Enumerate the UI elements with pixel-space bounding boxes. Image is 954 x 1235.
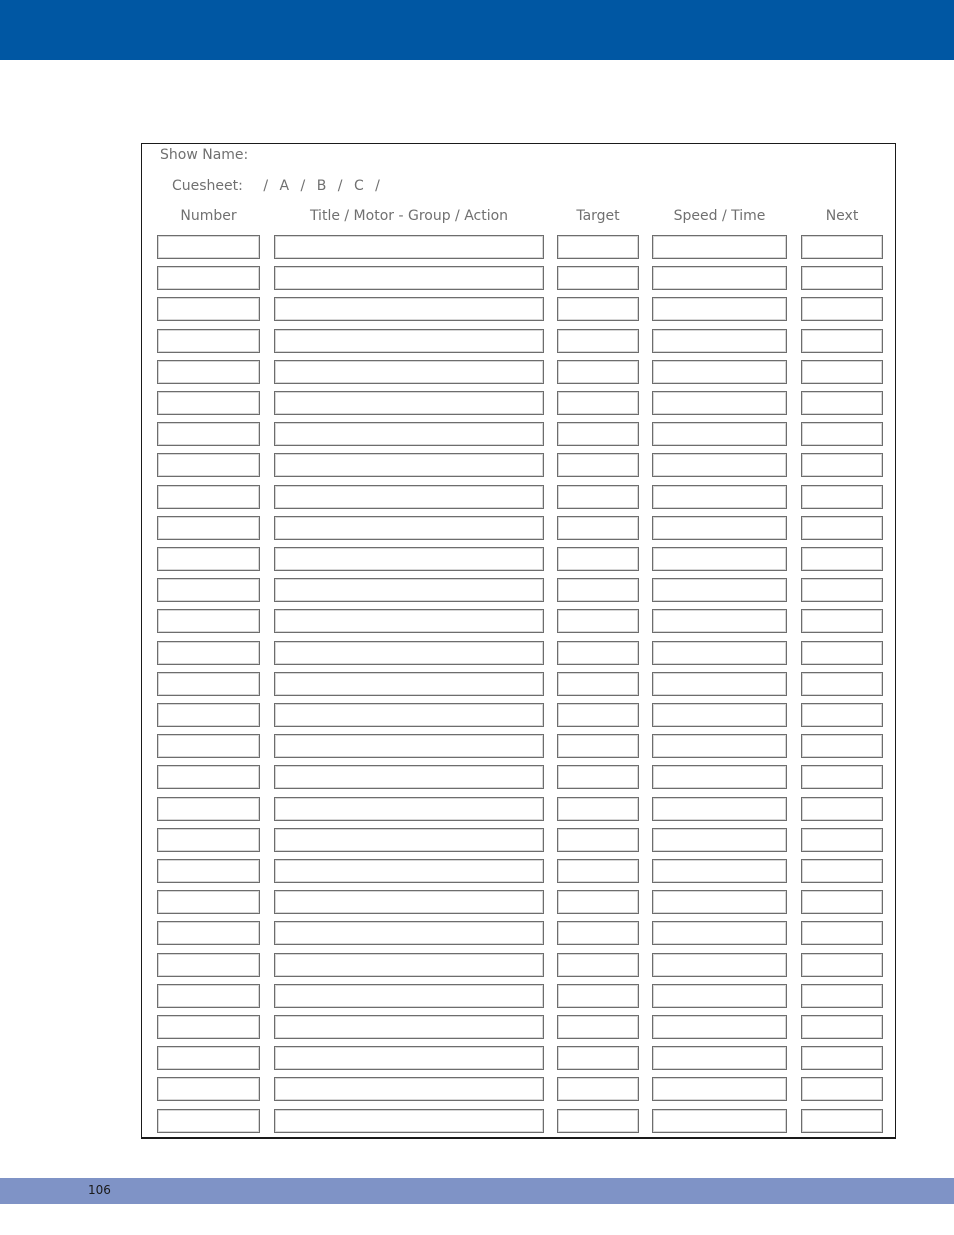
- next-cell[interactable]: [801, 422, 883, 446]
- title-cell[interactable]: [274, 641, 544, 665]
- target-cell[interactable]: [557, 547, 639, 571]
- number-cell[interactable]: [157, 547, 260, 571]
- number-cell[interactable]: [157, 1077, 260, 1101]
- target-cell[interactable]: [557, 859, 639, 883]
- next-cell[interactable]: [801, 765, 883, 789]
- title-cell[interactable]: [274, 984, 544, 1008]
- speed-time-cell[interactable]: [652, 297, 787, 321]
- target-cell[interactable]: [557, 453, 639, 477]
- title-cell[interactable]: [274, 797, 544, 821]
- target-cell[interactable]: [557, 1109, 639, 1133]
- title-cell[interactable]: [274, 859, 544, 883]
- target-cell[interactable]: [557, 828, 639, 852]
- title-cell[interactable]: [274, 734, 544, 758]
- number-cell[interactable]: [157, 797, 260, 821]
- next-cell[interactable]: [801, 453, 883, 477]
- target-cell[interactable]: [557, 953, 639, 977]
- speed-time-cell[interactable]: [652, 890, 787, 914]
- speed-time-cell[interactable]: [652, 235, 787, 259]
- cuesheet-label: Cuesheet:: [172, 178, 243, 194]
- speed-time-cell[interactable]: [652, 1015, 787, 1039]
- speed-time-cell[interactable]: [652, 984, 787, 1008]
- column-header-next: Next: [825, 208, 859, 224]
- speed-time-cell[interactable]: [652, 485, 787, 509]
- next-cell[interactable]: [801, 485, 883, 509]
- target-cell[interactable]: [557, 890, 639, 914]
- title-cell[interactable]: [274, 266, 544, 290]
- next-cell[interactable]: [801, 360, 883, 384]
- column-header-target: Target: [576, 208, 620, 224]
- speed-time-cell[interactable]: [652, 672, 787, 696]
- speed-time-cell[interactable]: [652, 360, 787, 384]
- speed-time-cell[interactable]: [652, 765, 787, 789]
- cuesheet-option-c: C: [353, 178, 364, 194]
- next-cell[interactable]: [801, 953, 883, 977]
- speed-time-cell[interactable]: [652, 1046, 787, 1070]
- target-cell[interactable]: [557, 485, 639, 509]
- next-cell[interactable]: [801, 578, 883, 602]
- next-cell[interactable]: [801, 609, 883, 633]
- speed-time-cell[interactable]: [652, 547, 787, 571]
- speed-time-cell[interactable]: [652, 703, 787, 727]
- number-cell[interactable]: [157, 516, 260, 540]
- target-cell[interactable]: [557, 329, 639, 353]
- cuesheet-form: [141, 143, 896, 1139]
- number-cell[interactable]: [157, 297, 260, 321]
- number-cell[interactable]: [157, 235, 260, 259]
- show-name-label: Show Name:: [160, 147, 249, 163]
- column-header-speed-time: Speed / Time: [673, 208, 766, 224]
- title-cell[interactable]: [274, 921, 544, 945]
- target-cell[interactable]: [557, 297, 639, 321]
- next-cell[interactable]: [801, 235, 883, 259]
- target-cell[interactable]: [557, 235, 639, 259]
- next-cell[interactable]: [801, 734, 883, 758]
- speed-time-cell[interactable]: [652, 859, 787, 883]
- target-cell[interactable]: [557, 1046, 639, 1070]
- speed-time-cell[interactable]: [652, 828, 787, 852]
- next-cell[interactable]: [801, 1109, 883, 1133]
- title-cell[interactable]: [274, 453, 544, 477]
- next-cell[interactable]: [801, 1015, 883, 1039]
- target-cell[interactable]: [557, 921, 639, 945]
- number-cell[interactable]: [157, 422, 260, 446]
- target-cell[interactable]: [557, 422, 639, 446]
- number-cell[interactable]: [157, 1109, 260, 1133]
- number-cell[interactable]: [157, 641, 260, 665]
- speed-time-cell[interactable]: [652, 921, 787, 945]
- number-cell[interactable]: [157, 453, 260, 477]
- speed-time-cell[interactable]: [652, 516, 787, 540]
- next-cell[interactable]: [801, 890, 883, 914]
- speed-time-cell[interactable]: [652, 266, 787, 290]
- target-cell[interactable]: [557, 984, 639, 1008]
- speed-time-cell[interactable]: [652, 391, 787, 415]
- next-cell[interactable]: [801, 266, 883, 290]
- number-cell[interactable]: [157, 734, 260, 758]
- title-cell[interactable]: [274, 578, 544, 602]
- header-bar: [0, 0, 954, 60]
- target-cell[interactable]: [557, 734, 639, 758]
- speed-time-cell[interactable]: [652, 734, 787, 758]
- number-cell[interactable]: [157, 266, 260, 290]
- title-cell[interactable]: [274, 329, 544, 353]
- title-cell[interactable]: [274, 703, 544, 727]
- title-cell[interactable]: [274, 391, 544, 415]
- target-cell[interactable]: [557, 516, 639, 540]
- column-header-number: Number: [180, 208, 237, 224]
- cuesheet-separator: /: [300, 178, 306, 194]
- number-cell[interactable]: [157, 672, 260, 696]
- next-cell[interactable]: [801, 297, 883, 321]
- next-cell[interactable]: [801, 703, 883, 727]
- next-cell[interactable]: [801, 641, 883, 665]
- speed-time-cell[interactable]: [652, 453, 787, 477]
- footer-bar: [0, 1178, 954, 1204]
- next-cell[interactable]: [801, 391, 883, 415]
- title-cell[interactable]: [274, 672, 544, 696]
- target-cell[interactable]: [557, 609, 639, 633]
- speed-time-cell[interactable]: [652, 1077, 787, 1101]
- number-cell[interactable]: [157, 921, 260, 945]
- title-cell[interactable]: [274, 828, 544, 852]
- next-cell[interactable]: [801, 797, 883, 821]
- title-cell[interactable]: [274, 953, 544, 977]
- next-cell[interactable]: [801, 516, 883, 540]
- next-cell[interactable]: [801, 1046, 883, 1070]
- speed-time-cell[interactable]: [652, 578, 787, 602]
- title-cell[interactable]: [274, 890, 544, 914]
- column-header-title: Title / Motor - Group / Action: [309, 208, 509, 224]
- next-cell[interactable]: [801, 921, 883, 945]
- title-cell[interactable]: [274, 360, 544, 384]
- target-cell[interactable]: [557, 672, 639, 696]
- next-cell[interactable]: [801, 547, 883, 571]
- title-cell[interactable]: [274, 1015, 544, 1039]
- title-cell[interactable]: [274, 422, 544, 446]
- title-cell[interactable]: [274, 297, 544, 321]
- number-cell[interactable]: [157, 890, 260, 914]
- cuesheet-separator: /: [263, 178, 269, 194]
- next-cell[interactable]: [801, 672, 883, 696]
- next-cell[interactable]: [801, 828, 883, 852]
- speed-time-cell[interactable]: [652, 329, 787, 353]
- number-cell[interactable]: [157, 609, 260, 633]
- number-cell[interactable]: [157, 828, 260, 852]
- number-cell[interactable]: [157, 1015, 260, 1039]
- number-cell[interactable]: [157, 859, 260, 883]
- title-cell[interactable]: [274, 516, 544, 540]
- speed-time-cell[interactable]: [652, 641, 787, 665]
- title-cell[interactable]: [274, 1109, 544, 1133]
- target-cell[interactable]: [557, 1015, 639, 1039]
- target-cell[interactable]: [557, 765, 639, 789]
- page-number: 106: [88, 1183, 111, 1197]
- cuesheet-separator: /: [337, 178, 343, 194]
- target-cell[interactable]: [557, 703, 639, 727]
- target-cell[interactable]: [557, 266, 639, 290]
- title-cell[interactable]: [274, 1046, 544, 1070]
- cuesheet-option-b: B: [316, 178, 327, 194]
- number-cell[interactable]: [157, 391, 260, 415]
- title-cell[interactable]: [274, 765, 544, 789]
- number-cell[interactable]: [157, 360, 260, 384]
- number-cell[interactable]: [157, 703, 260, 727]
- number-cell[interactable]: [157, 485, 260, 509]
- cuesheet-option-a: A: [279, 178, 290, 194]
- title-cell[interactable]: [274, 609, 544, 633]
- number-cell[interactable]: [157, 984, 260, 1008]
- next-cell[interactable]: [801, 859, 883, 883]
- title-cell[interactable]: [274, 1077, 544, 1101]
- title-cell[interactable]: [274, 485, 544, 509]
- title-cell[interactable]: [274, 547, 544, 571]
- number-cell[interactable]: [157, 953, 260, 977]
- speed-time-cell[interactable]: [652, 609, 787, 633]
- target-cell[interactable]: [557, 391, 639, 415]
- speed-time-cell[interactable]: [652, 797, 787, 821]
- target-cell[interactable]: [557, 1077, 639, 1101]
- cuesheet-separator: /: [375, 178, 380, 194]
- target-cell[interactable]: [557, 641, 639, 665]
- target-cell[interactable]: [557, 360, 639, 384]
- speed-time-cell[interactable]: [652, 953, 787, 977]
- next-cell[interactable]: [801, 329, 883, 353]
- number-cell[interactable]: [157, 1046, 260, 1070]
- number-cell[interactable]: [157, 329, 260, 353]
- cuesheet-line: [172, 178, 387, 194]
- number-cell[interactable]: [157, 765, 260, 789]
- target-cell[interactable]: [557, 797, 639, 821]
- next-cell[interactable]: [801, 1077, 883, 1101]
- next-cell[interactable]: [801, 984, 883, 1008]
- target-cell[interactable]: [557, 578, 639, 602]
- speed-time-cell[interactable]: [652, 422, 787, 446]
- speed-time-cell[interactable]: [652, 1109, 787, 1133]
- title-cell[interactable]: [274, 235, 544, 259]
- number-cell[interactable]: [157, 578, 260, 602]
